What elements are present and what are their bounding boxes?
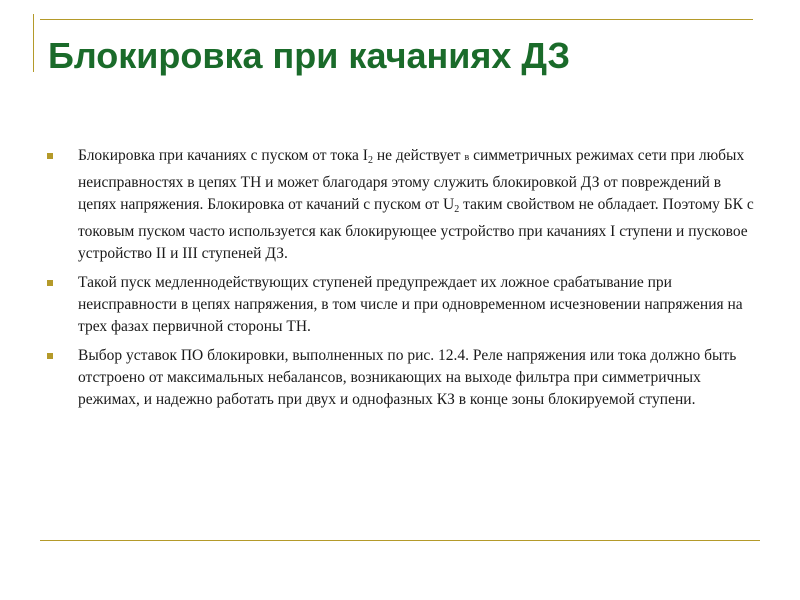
bullet-text-1 bbox=[78, 147, 754, 262]
bullet-1-part-c: симметричных режимах сети при любых неисправностях в цепях ТН и может благодаря этому служить блокировкой ДЗ от повреждений в цепях напряжения. Блокировка от качаний с пуском от U bbox=[78, 147, 745, 213]
bullet-1-subscript-2: 2 bbox=[454, 204, 460, 215]
bullet-item-2 bbox=[47, 272, 759, 338]
bullet-item-1 bbox=[47, 145, 759, 265]
bullet-list bbox=[47, 145, 759, 418]
top-rule bbox=[40, 19, 753, 20]
bullet-1-part-a: Блокировка при качаниях с пуском от тока I bbox=[78, 147, 368, 164]
bottom-rule bbox=[40, 540, 760, 541]
slide-title: Блокировка при качаниях ДЗ bbox=[48, 35, 571, 76]
bullet-1-part-b: не действует bbox=[372, 147, 465, 164]
left-rule bbox=[33, 14, 34, 72]
bullet-text-2: Такой пуск медленнодействующих ступеней предупреждает их ложное срабатывание при неисправности в цепях напряжения, в том числе и при одновременном исчезновении напряжения на трех фазах первичной стороны ТН. bbox=[78, 274, 743, 335]
square-bullet-icon bbox=[47, 353, 53, 359]
bullet-1-small-letter: в bbox=[464, 152, 470, 163]
bullet-1-part-d: таким свойством не обладает. Поэтому БК с токовым пуском часто используется как блокирующее устройство при качаниях I ступени и пусковое устройство II и III ступеней ДЗ. bbox=[78, 196, 754, 262]
square-bullet-icon bbox=[47, 153, 53, 159]
bullet-1-subscript-1: 2 bbox=[367, 155, 373, 166]
bullet-item-3 bbox=[47, 345, 759, 411]
square-bullet-icon bbox=[47, 280, 53, 286]
bullet-text-3: Выбор уставок ПО блокировки, выполненных по рис. 12.4. Реле напряжения или тока должно быть отстроено от максимальных небалансов, возникающих на выходе фильтра при симметричных режимах, и надежно работать при двух и однофазных КЗ в конце зоны блокируемой ступени. bbox=[78, 347, 737, 408]
